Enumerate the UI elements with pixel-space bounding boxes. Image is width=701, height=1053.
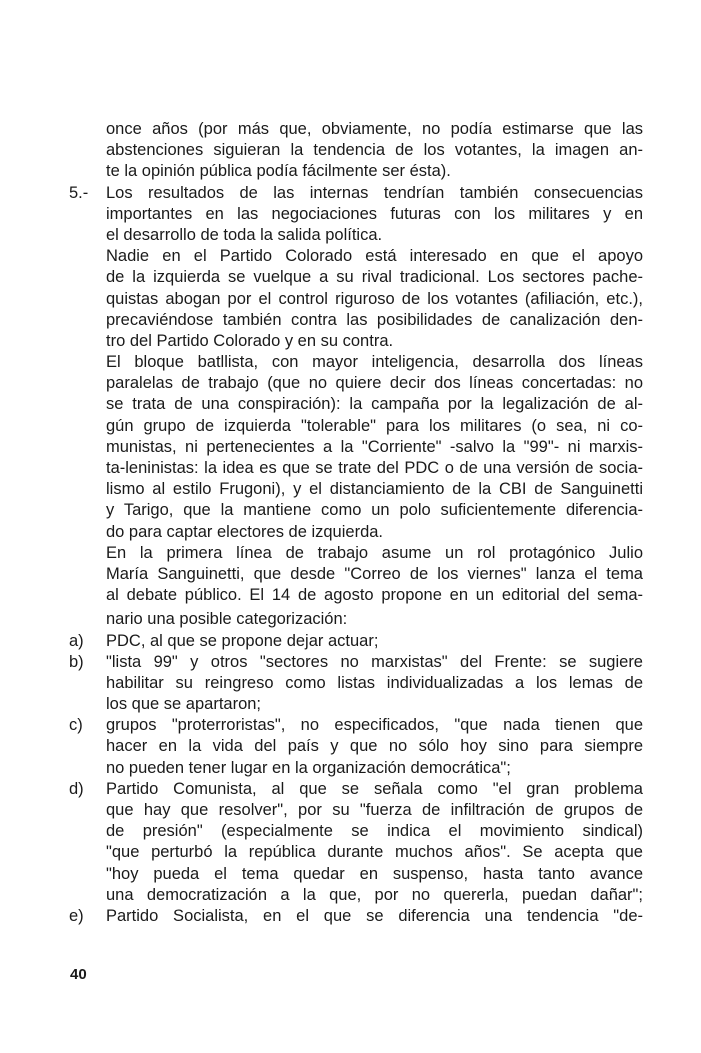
text-line: gún grupo de izquierda "tolerable" para los militares (o sea, ni co-: [106, 416, 643, 435]
text-line: una democratización a la que, por no quererla, puedan dañar";: [106, 885, 643, 904]
text-line: "lista 99" y otros "sectores no marxistas" del Frente: se sugiere: [106, 652, 643, 671]
text-line: do para captar electores de izquierda.: [106, 522, 384, 541]
list-item-d: [69, 779, 643, 800]
body-text: [69, 119, 643, 927]
text-line: nario una posible categorización:: [106, 610, 348, 629]
item-letter: a): [69, 631, 84, 650]
text-line: En la primera línea de trabajo asume un rol protagónico Julio: [106, 543, 643, 562]
item-number: 5.-: [69, 183, 89, 202]
numbered-item-5: [69, 183, 643, 204]
item-letter: b): [69, 652, 84, 671]
text-line: tro del Partido Colorado y en su contra.: [106, 331, 394, 350]
text-line: importantes en las negociaciones futuras con los militares y en: [106, 204, 643, 223]
text-line: ta-leninistas: la idea es que se trate del PDC o de una versión de socia-: [106, 459, 643, 477]
list-item-c: [69, 715, 643, 736]
item-letter: c): [69, 716, 83, 735]
text-line: quistas abogan por el control riguroso de los votantes (afiliación, etc.),: [106, 289, 643, 308]
text-line: Partido Socialista, en el que se diferencia una tendencia "de-: [106, 906, 643, 925]
text-line: El bloque batllista, con mayor inteligencia, desarrolla dos líneas: [106, 353, 643, 372]
text-line: de presión" (especialmente se indica el movimiento sindical): [106, 822, 643, 841]
item-letter: d): [69, 779, 84, 798]
text-line: Los resultados de las internas tendrían también consecuencias: [106, 183, 643, 202]
text-line: al debate público. El 14 de agosto propone en un editorial del sema-: [106, 586, 643, 605]
list-item-a: [69, 631, 643, 652]
text-line: y Tarigo, que la mantiene como un polo suficientemente diferencia-: [106, 501, 643, 520]
text-line: abstenciones siguieran la tendencia de los votantes, la imagen an-: [106, 141, 643, 160]
text-line: Partido Comunista, al que se señala como "el gran problema: [106, 779, 643, 798]
text-line: PDC, al que se propone dejar actuar;: [106, 631, 379, 650]
text-line: te la opinión pública podía fácilmente ser ésta).: [106, 162, 451, 181]
text-line: habilitar su reingreso como listas individualizadas a los lemas de: [106, 673, 643, 692]
page-number: 40: [70, 966, 87, 983]
text-line: se trata de una conspiración): la campaña por la legalización de al-: [106, 395, 643, 414]
item-letter: e): [69, 906, 84, 925]
text-line: "hoy pueda el tema quedar en suspenso, hasta tanto avance: [106, 864, 643, 883]
list-item-b: [69, 652, 643, 673]
text-line: once años (por más que, obviamente, no podía estimarse que las: [106, 120, 643, 138]
text-line: hacer en la vida del país y que no sólo hoy sino para siempre: [106, 737, 643, 756]
text-line: precaviéndose también contra las posibilidades de canalización den-: [106, 310, 643, 329]
text-line: grupos "proterroristas", no especificados, "que nada tienen que: [106, 716, 643, 735]
text-line: el desarrollo de toda la salida política.: [106, 225, 383, 244]
list-item-e: [69, 906, 643, 927]
text-line: que hay que resolver", por su "fuerza de infiltración de grupos de: [106, 801, 643, 819]
text-line: María Sanguinetti, que desde "Correo de los viernes" lanza el tema: [106, 564, 643, 583]
text-line: Nadie en el Partido Colorado está interesado en que el apoyo: [106, 247, 643, 266]
text-line: "que perturbó la república durante muchos años". Se acepta que: [106, 843, 643, 862]
text-line: munistas, ni pertenecientes a la "Corriente" -salvo la "99"- ni marxis-: [106, 437, 643, 456]
text-line: no pueden tener lugar en la organización democrática";: [106, 758, 511, 777]
text-line: lismo al estilo Frugoni), y el distanciamiento de la CBI de Sanguinetti: [106, 480, 643, 499]
text-line: los que se apartaron;: [106, 695, 262, 714]
text-line: paralelas de trabajo (que no quiere decir dos líneas concertadas: no: [106, 374, 643, 393]
text-line: de la izquierda se vuelque a su rival tradicional. Los sectores pache-: [106, 268, 643, 287]
